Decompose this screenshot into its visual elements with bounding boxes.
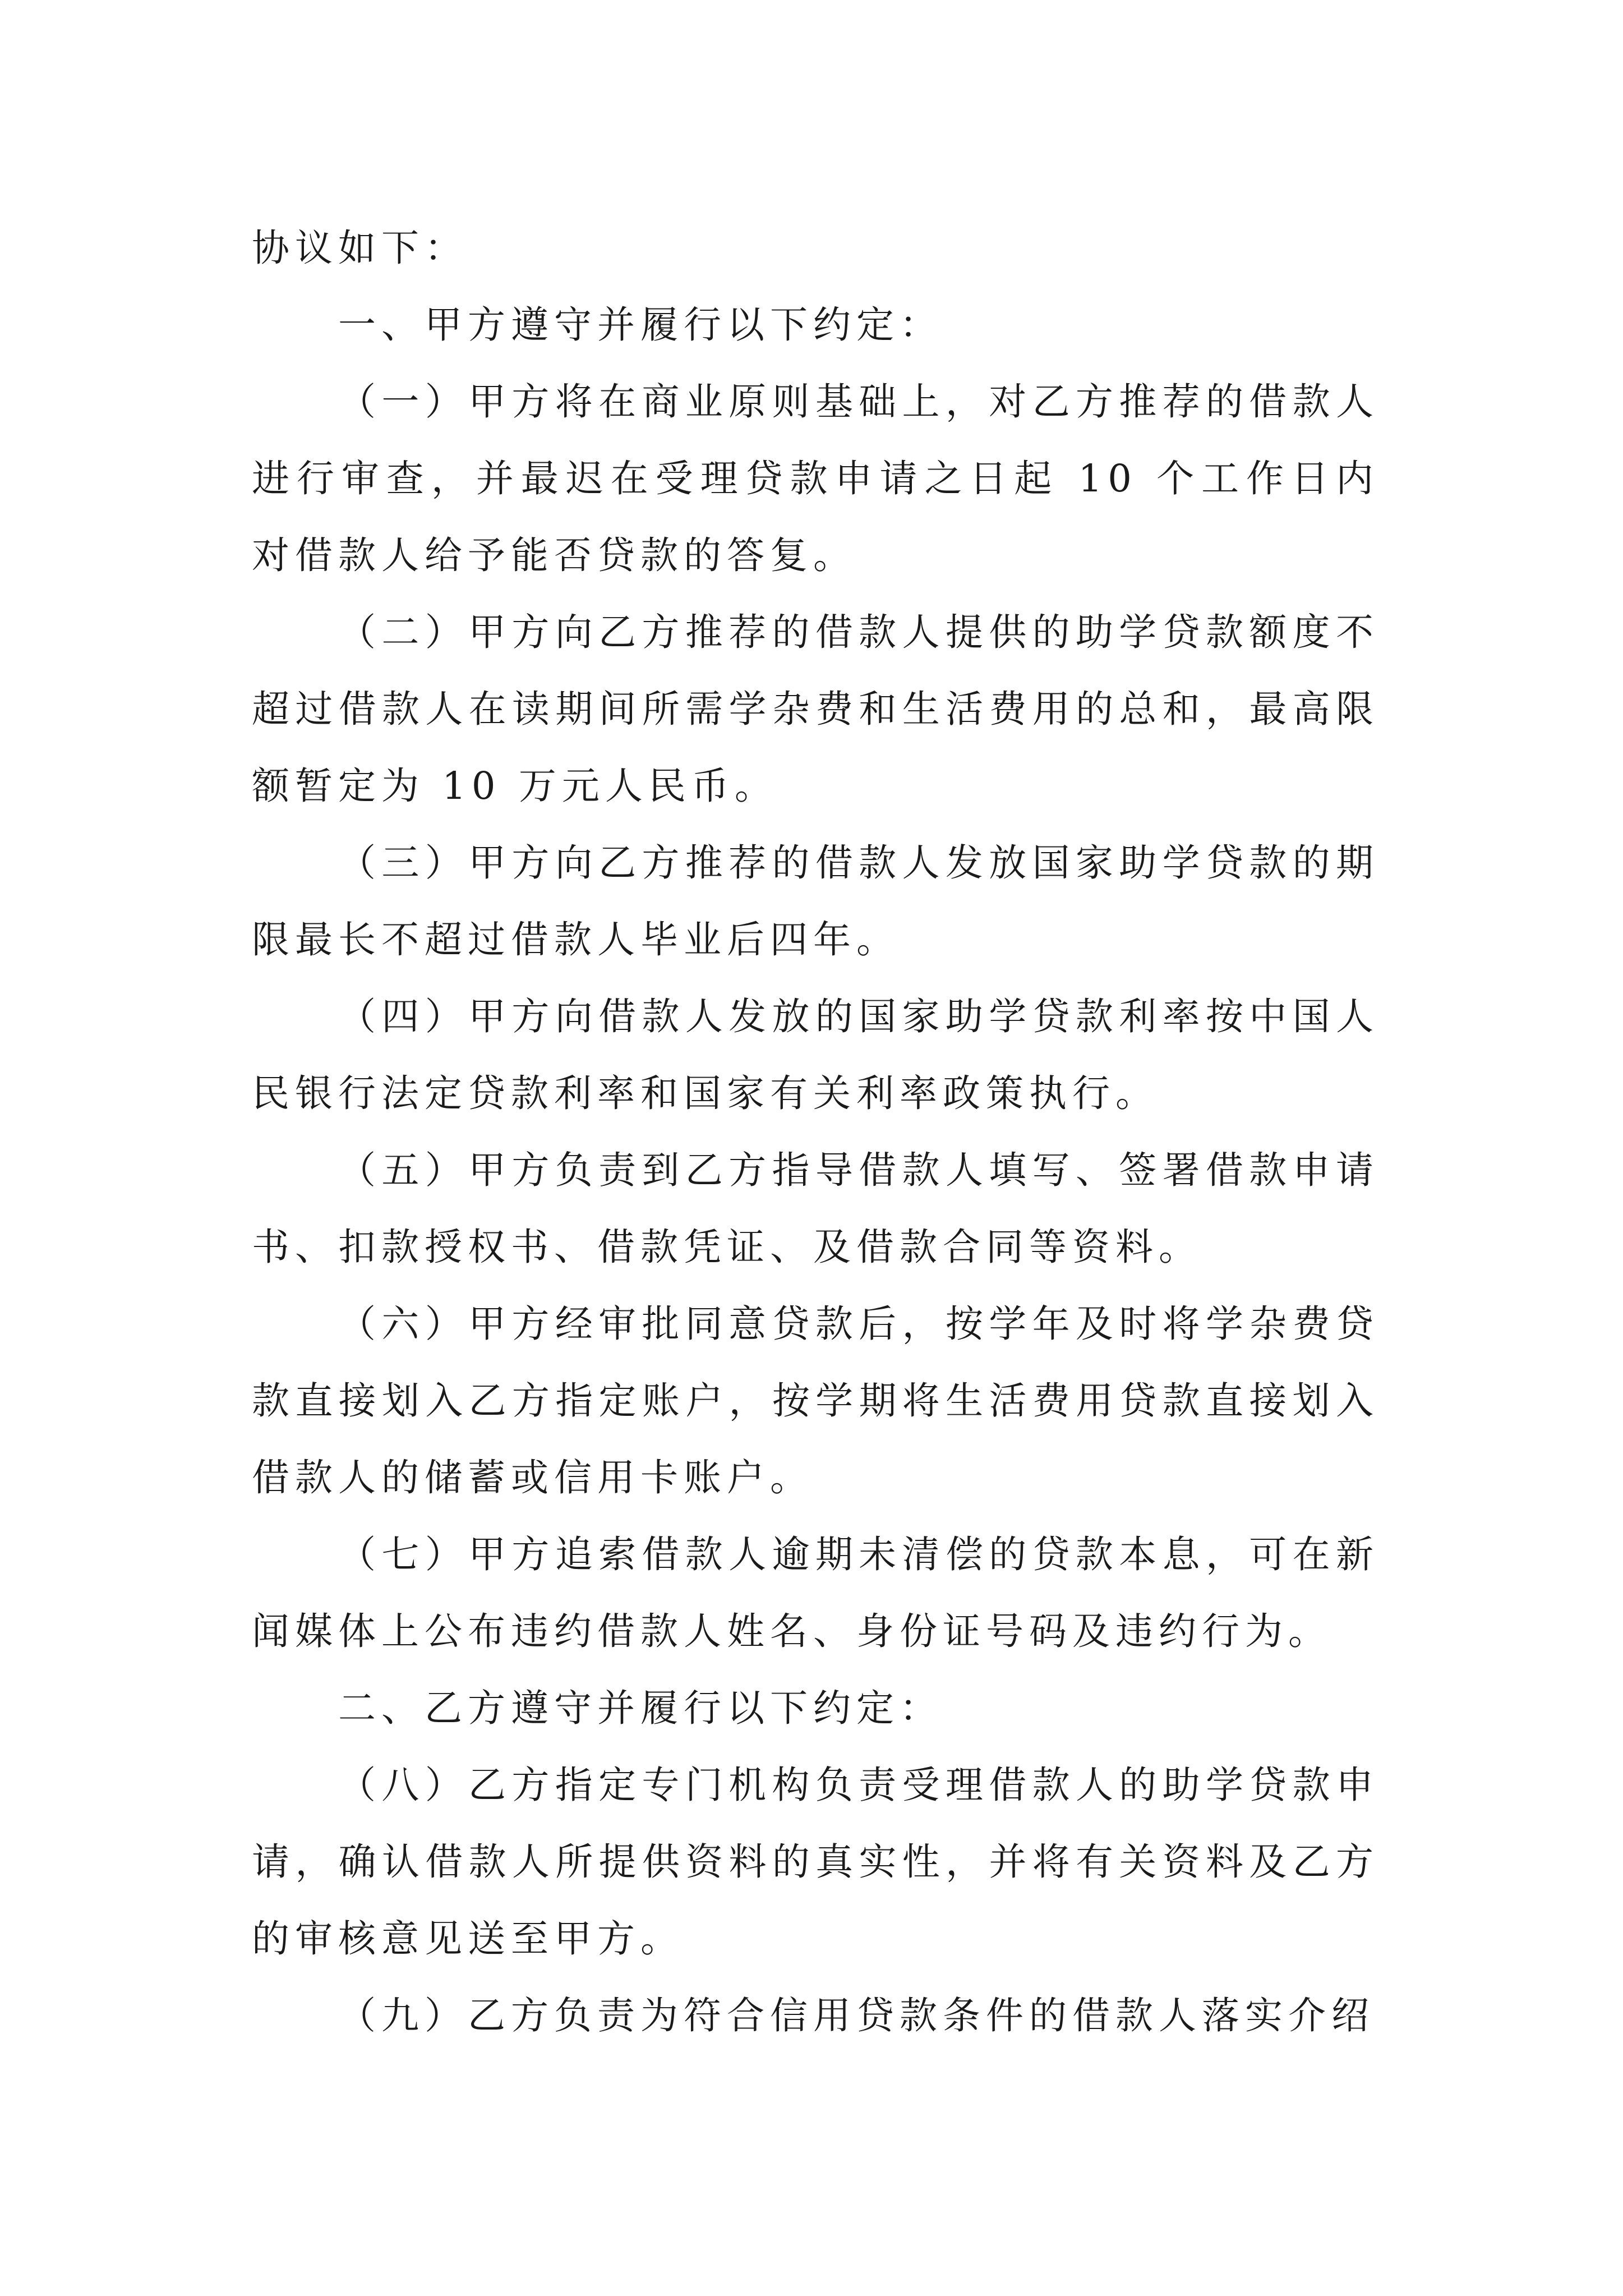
clause-5: （五）甲方负责到乙方指导借款人填写、签署借款申请书、扣款授权书、借款凭证、及借款合同等资料。 xyxy=(252,1148,1379,1269)
clause-9: （九）乙方负责为符合信用贷款条件的借款人落实介绍 xyxy=(338,1994,1375,2037)
section-heading-party-b: 二、乙方遵守并履行以下约定： xyxy=(338,1686,943,1730)
section-heading-party-a: 一、甲方遵守并履行以下约定： xyxy=(338,303,943,347)
document-body xyxy=(252,210,1379,2054)
clause-1: （一）甲方将在商业原则基础上，对乙方推荐的借款人进行审查，并最迟在受理贷款申请之日起 10 个工作日内对借款人给予能否贷款的答复。 xyxy=(252,380,1379,577)
clause-4: （四）甲方向借款人发放的国家助学贷款利率按中国人民银行法定贷款利率和国家有关利率政策执行。 xyxy=(252,995,1379,1115)
clause-2: （二）甲方向乙方推荐的借款人提供的助学贷款额度不超过借款人在读期间所需学杂费和生活费用的总和，最高限额暂定为 10 万元人民币。 xyxy=(252,610,1379,808)
clause-6: （六）甲方经审批同意贷款后，按学年及时将学杂费贷款直接划入乙方指定账户，按学期将生活费用贷款直接划入借款人的储蓄或信用卡账户。 xyxy=(252,1302,1379,1499)
clause-8: （八）乙方指定专门机构负责受理借款人的助学贷款申请，确认借款人所提供资料的真实性，并将有关资料及乙方的审核意见送至甲方。 xyxy=(252,1763,1379,1961)
clause-3: （三）甲方向乙方推荐的借款人发放国家助学贷款的期限最长不超过借款人毕业后四年。 xyxy=(252,841,1379,961)
paragraph-intro: 协议如下： xyxy=(252,226,468,270)
clause-7: （七）甲方追索借款人逾期未清偿的贷款本息，可在新闻媒体上公布违约借款人姓名、身份证号码及违约行为。 xyxy=(252,1533,1379,1653)
